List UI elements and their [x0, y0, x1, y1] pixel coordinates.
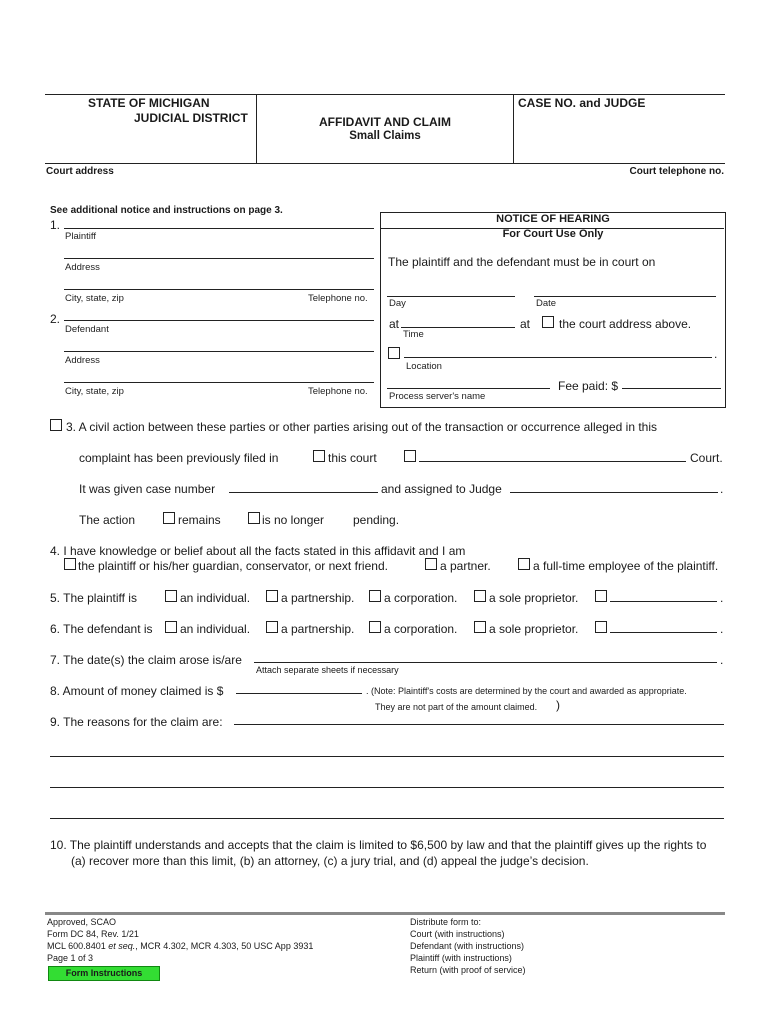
- employee-checkbox[interactable]: [518, 558, 530, 570]
- reasons-line-3[interactable]: [50, 787, 724, 788]
- hearing-location-line[interactable]: [404, 357, 712, 358]
- plaintiff-corporation-checkbox[interactable]: [369, 590, 381, 602]
- defendant-corporation-checkbox[interactable]: [369, 621, 381, 633]
- defendant-sole-proprietor-label: a sole proprietor.: [489, 622, 579, 636]
- item-3-text: 3. A civil action between these parties or other parties arising out of the transaction or occurrence alleged in this: [66, 420, 657, 434]
- defendant-corporation-label: a corporation.: [384, 622, 458, 636]
- location-period: .: [714, 347, 718, 361]
- hearing-time-line[interactable]: [401, 327, 515, 328]
- item-8-label: 8. Amount of money claimed is $: [50, 684, 224, 698]
- item-10-line-2: (a) recover more than this limit, (b) an attorney, (c) a jury trial, and (d) appeal the judge’s decision.: [71, 854, 589, 868]
- form-title: AFFIDAVIT AND CLAIM: [319, 115, 451, 129]
- instructions-note: See additional notice and instructions on page 3.: [50, 205, 283, 216]
- hearing-subtitle: For Court Use Only: [502, 228, 604, 240]
- item-8-note-1: . (Note: Plaintiff's costs are determined by the court and awarded as appropriate.: [366, 686, 687, 696]
- action-label: The action: [79, 513, 136, 527]
- item-9-label: 9. The reasons for the claim are:: [50, 715, 223, 729]
- plaintiff-phone-label: Telephone no.: [308, 293, 368, 304]
- hearing-date-line[interactable]: [534, 296, 716, 297]
- defendant-partnership-label: a partnership.: [281, 622, 355, 636]
- court-address-above-label: the court address above.: [559, 317, 692, 331]
- mcl-post: , MCR 4.302, MCR 4.303, 50 USC App 3931: [135, 941, 314, 951]
- distribute-plaintiff: Plaintiff (with instructions): [410, 953, 512, 963]
- distribute-court: Court (with instructions): [410, 929, 505, 939]
- defendant-individual-checkbox[interactable]: [165, 621, 177, 633]
- hearing-location-label: Location: [406, 361, 442, 372]
- plaintiff-address-line[interactable]: [64, 258, 374, 259]
- defendant-address-label: Address: [65, 355, 100, 366]
- this-court-label: this court: [328, 451, 377, 465]
- mcl-italic: et seq.: [108, 941, 136, 951]
- hearing-text: The plaintiff and the defendant must be in court on: [388, 255, 656, 269]
- partner-label: a partner.: [440, 559, 491, 573]
- plaintiff-other-checkbox[interactable]: [595, 590, 607, 602]
- item-10-line-1: 10. The plaintiff understands and accepts that the claim is limited to $6,500 by law and that the plaintiff gives up the rights to: [50, 838, 707, 852]
- hearing-time-label: Time: [403, 329, 424, 340]
- item-7-note: Attach separate sheets if necessary: [256, 665, 399, 675]
- distribute-label: Distribute form to:: [410, 917, 482, 927]
- employee-label: a full-time employee of the plaintiff.: [533, 559, 719, 573]
- defendant-city-label: City, state, zip: [65, 386, 124, 397]
- hearing-day-label: Day: [389, 298, 406, 309]
- judge-line[interactable]: [510, 492, 718, 493]
- court-label: Court.: [690, 451, 723, 465]
- hearing-at-2: at: [520, 317, 531, 331]
- item-1-number: 1.: [50, 218, 61, 232]
- item-3-filed-in: complaint has been previously filed in: [79, 451, 279, 465]
- partner-checkbox[interactable]: [425, 558, 437, 570]
- plaintiff-sole-proprietor-label: a sole proprietor.: [489, 591, 579, 605]
- item-7-period: .: [720, 653, 724, 667]
- defendant-city-line[interactable]: [64, 382, 374, 383]
- item-5-label: 5. The plaintiff is: [50, 591, 137, 605]
- process-server-line[interactable]: [387, 388, 550, 389]
- plaintiff-other-line[interactable]: [610, 601, 717, 602]
- this-court-checkbox[interactable]: [313, 450, 325, 462]
- plaintiff-label: Plaintiff: [65, 231, 96, 242]
- amount-line[interactable]: [236, 693, 362, 694]
- defendant-other-checkbox[interactable]: [595, 621, 607, 633]
- mcl-citation: [47, 941, 313, 951]
- reasons-line-1[interactable]: [234, 724, 724, 725]
- defendant-label: Defendant: [65, 324, 109, 335]
- hearing-title: NOTICE OF HEARING: [496, 213, 610, 225]
- plaintiff-individual-label: an individual.: [180, 591, 251, 605]
- defendant-other-line[interactable]: [610, 632, 717, 633]
- plaintiff-sole-proprietor-checkbox[interactable]: [474, 590, 486, 602]
- hearing-date-label: Date: [536, 298, 557, 309]
- plaintiff-city-line[interactable]: [64, 289, 374, 290]
- pending-label: pending.: [353, 513, 400, 527]
- page-number: Page 1 of 3: [47, 953, 94, 963]
- case-label: CASE NO. and JUDGE: [518, 96, 646, 110]
- defendant-partnership-checkbox[interactable]: [266, 621, 278, 633]
- defendant-individual-label: an individual.: [180, 622, 251, 636]
- item-3-checkbox[interactable]: [50, 419, 62, 431]
- item-2-number: 2.: [50, 312, 61, 326]
- distribute-return: Return (with proof of service): [410, 965, 526, 975]
- plaintiff-individual-checkbox[interactable]: [165, 590, 177, 602]
- remains-checkbox[interactable]: [163, 512, 175, 524]
- item-7-label: 7. The date(s) the claim arose is/are: [50, 653, 242, 667]
- fee-paid-label: Fee paid: $: [558, 379, 619, 393]
- court-address-label: Court address: [46, 166, 114, 177]
- state-label: STATE OF MICHIGAN: [88, 96, 210, 110]
- plaintiff-corporation-label: a corporation.: [384, 591, 458, 605]
- claim-date-line[interactable]: [254, 662, 717, 663]
- defendant-other-period: .: [720, 622, 724, 636]
- judge-period: .: [720, 482, 724, 496]
- reasons-line-4[interactable]: [50, 818, 724, 819]
- plaintiff-address-label: Address: [65, 262, 100, 273]
- district-label: JUDICIAL DISTRICT: [134, 111, 248, 125]
- case-number-label: It was given case number: [79, 482, 216, 496]
- footer-rule: [45, 912, 725, 915]
- guardian-label: the plaintiff or his/her guardian, conservator, or next friend.: [78, 559, 388, 573]
- court-address-above-checkbox[interactable]: [542, 316, 554, 328]
- distribute-defendant: Defendant (with instructions): [410, 941, 525, 951]
- defendant-address-line[interactable]: [64, 351, 374, 352]
- court-phone-label: Court telephone no.: [629, 166, 724, 177]
- item-4-text: 4. I have knowledge or belief about all the facts stated in this affidavit and I am: [50, 544, 466, 558]
- form-number: Form DC 84, Rev. 1/21: [47, 929, 139, 939]
- form-instructions-button[interactable]: Form Instructions: [48, 966, 160, 981]
- reasons-line-2[interactable]: [50, 756, 724, 757]
- form-subtitle: Small Claims: [349, 130, 421, 142]
- hearing-at-1: at: [389, 317, 400, 331]
- plaintiff-line[interactable]: [64, 228, 374, 229]
- other-court-checkbox[interactable]: [404, 450, 416, 462]
- mcl-pre: MCL 600.8401: [47, 941, 109, 951]
- plaintiff-partnership-label: a partnership.: [281, 591, 355, 605]
- hearing-box: [380, 212, 726, 408]
- location-checkbox[interactable]: [388, 347, 400, 359]
- hearing-day-line[interactable]: [387, 296, 515, 297]
- plaintiff-other-period: .: [720, 591, 724, 605]
- process-server-label: Process server's name: [389, 391, 486, 402]
- assigned-label: and assigned to Judge: [381, 482, 502, 496]
- no-longer-label: is no longer: [262, 513, 325, 527]
- defendant-sole-proprietor-checkbox[interactable]: [474, 621, 486, 633]
- defendant-phone-label: Telephone no.: [308, 386, 368, 397]
- item-8-note-2: They are not part of the amount claimed.: [375, 702, 538, 712]
- plaintiff-city-label: City, state, zip: [65, 293, 124, 304]
- plaintiff-partnership-checkbox[interactable]: [266, 590, 278, 602]
- item-6-label: 6. The defendant is: [50, 622, 153, 636]
- case-number-line[interactable]: [229, 492, 378, 493]
- guardian-checkbox[interactable]: [64, 558, 76, 570]
- remains-label: remains: [178, 513, 221, 527]
- no-longer-checkbox[interactable]: [248, 512, 260, 524]
- defendant-line[interactable]: [64, 320, 374, 321]
- header-divider-2: [513, 94, 514, 163]
- fee-paid-line[interactable]: [622, 388, 721, 389]
- approved-label: Approved, SCAO: [47, 917, 117, 927]
- item-8-close-paren: ): [556, 698, 560, 712]
- other-court-line[interactable]: [419, 461, 686, 462]
